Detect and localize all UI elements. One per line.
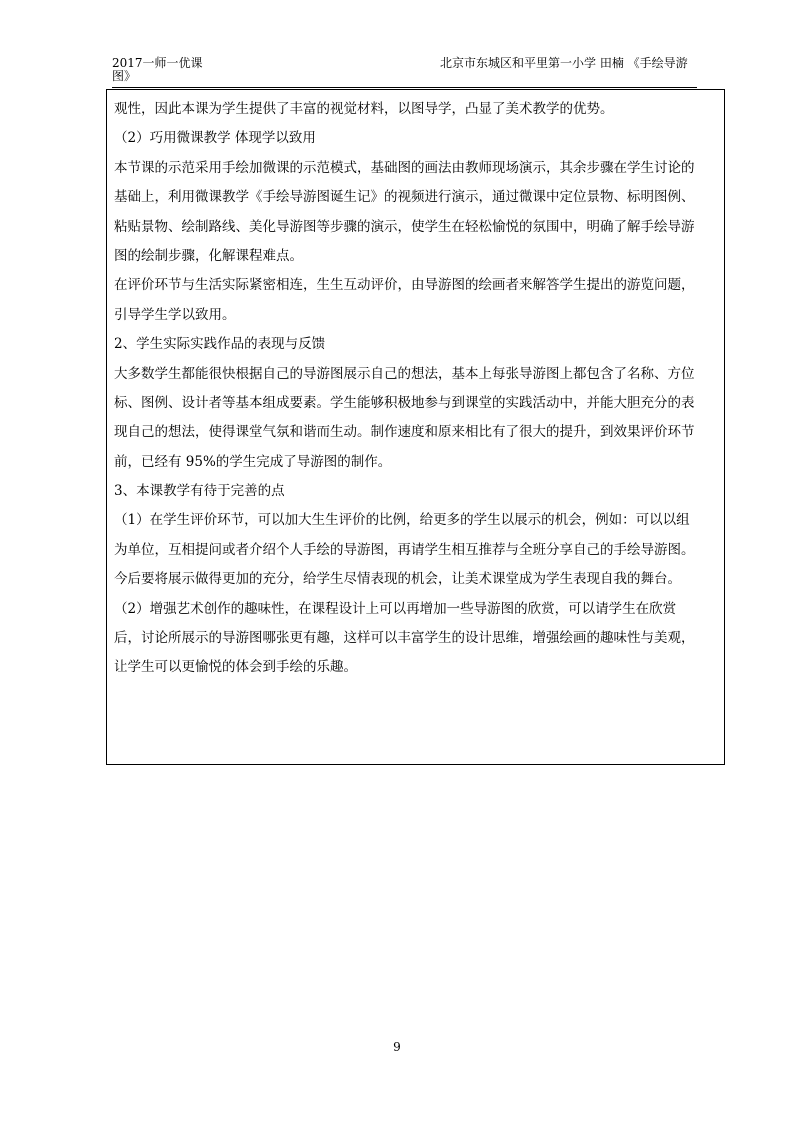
header-left-line2: 图》 [112,69,137,83]
header-left [112,57,222,83]
body-line: 粘贴景物、绘制路线、美化导游图等步骤的演示，使学生在轻松愉悦的氛围中，明确了解手绘导游 [114,218,695,235]
body-line: 让学生可以更愉悦的体会到手绘的乐趣。 [114,659,357,676]
body-line: 观性，因此本课为学生提供了丰富的视觉材料，以图导学，凸显了美术教学的优势。 [114,101,614,117]
body-line: 大多数学生都能很快根据自己的导游图展示自己的想法，基本上每张导游图上都包含了名称、方位 [114,365,695,382]
body-text [114,95,719,683]
header-divider [112,87,697,88]
body-line: （2）增强艺术创作的趣味性，在课程设计上可以再增加一些导游图的欣赏，可以请学生在欣赏 [114,600,677,617]
body-line: 前，已经有 95%的学生完成了导游图的制作。 [114,453,392,470]
body-line: 今后要将展示做得更加的充分，给学生尽情表现的机会，让美术课堂成为学生表现自我的舞台。 [114,571,681,588]
body-line: 基础上，利用微课教学《手绘导游图诞生记》的视频进行演示，通过微课中定位景物、标明图例、 [114,189,695,206]
page-number: 9 [393,1040,401,1054]
header-right: 北京市东城区和平里第一小学 田楠 《手绘导游 [440,56,688,70]
body-line: （2）巧用微课教学 体现学以致用 [114,130,316,147]
body-line: 图的绘制步骤，化解课程难点。 [114,247,303,264]
body-line: 在评价环节与生活实际紧密相连，生生互动评价，由导游图的绘画者来解答学生提出的游览问题， [114,277,695,294]
body-line: 标、图例、设计者等基本组成要素。学生能够积极地参与到课堂的实践活动中，并能大胆充分的表 [114,394,695,411]
body-line: 2、学生实际实践作品的表现与反馈 [114,336,326,353]
body-line: 后，讨论所展示的导游图哪张更有趣，这样可以丰富学生的设计思维，增强绘画的趣味性与美观， [114,630,695,647]
body-line: 现自己的想法，使得课堂气氛和谐而生动。制作速度和原来相比有了很大的提升，到效果评价环节 [114,424,695,441]
body-line: 引导学生学以致用。 [114,306,236,323]
body-line: 为单位，互相提问或者介绍个人手绘的导游图，再请学生相互推荐与全班分享自己的手绘导游图。 [114,541,695,558]
body-line: （1）在学生评价环节，可以加大生生评价的比例，给更多的学生以展示的机会，例如：可以以组 [114,512,690,529]
header-left-line1: 2017一师一优课 [112,56,203,70]
body-line: 3、本课教学有待于完善的点 [114,483,285,500]
body-line: 本节课的示范采用手绘加微课的示范模式，基础图的画法由教师现场演示，其余步骤在学生讨论的 [114,159,695,176]
